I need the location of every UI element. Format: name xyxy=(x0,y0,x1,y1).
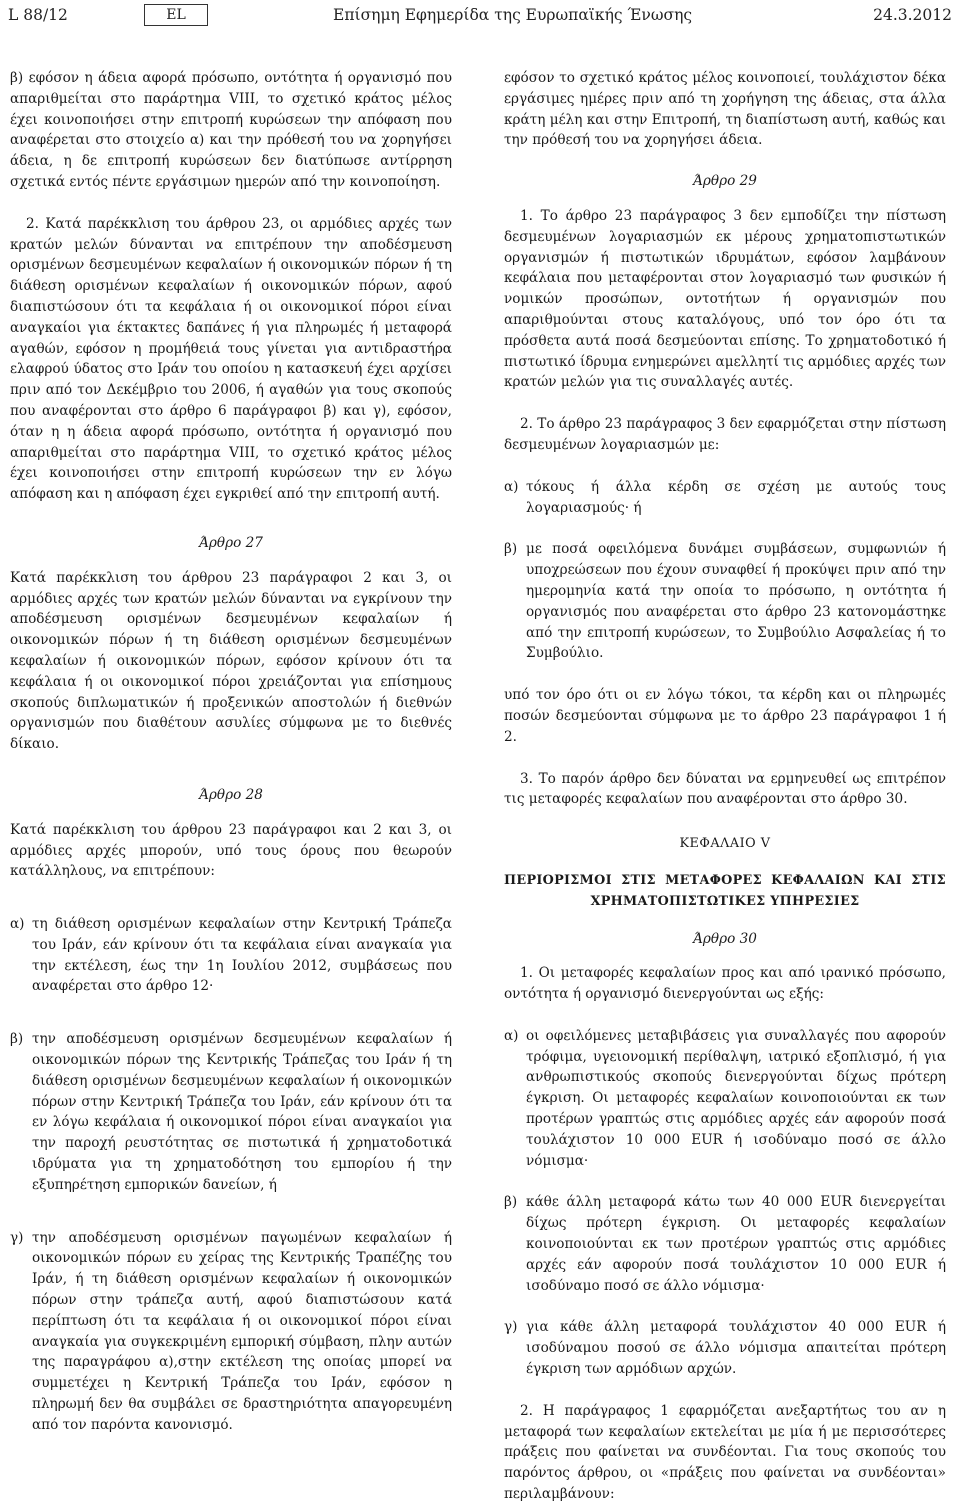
page-number: L 88/12 xyxy=(8,6,68,24)
list-item-label: β) xyxy=(504,1194,518,1211)
right-column xyxy=(504,68,946,1505)
list-item-label: α) xyxy=(504,1027,519,1044)
list-item-text: οι οφειλόμενες μεταβιβάσεις για συναλλαγές που αφορούν τρόφιμα, υγειονομική περίθαλψη, ιατρικό εξοπλισμό, ή για ανθρωπιστικούς σκοπούς διενεργούνται δίχως πρότερη έγκριση. Οι μεταφορές κεφαλαίων κοινοποιούνται εκ των προτέρων γραπτώς στις αρμόδιες αρχές εάν αφορούν ποσά τουλάχιστον 10 000 EUR ή ισοδύναμο ποσό σε άλλο νόμισμα· xyxy=(526,1027,946,1169)
page-header xyxy=(8,4,952,30)
list-item xyxy=(504,1317,946,1379)
paragraph: 1. Το άρθρο 23 παράγραφος 3 δεν εμποδίζει την πίστωση δεσμευμένων λογαριασμών εκ μέρους χρηματοπιστωτικών οργανισμών ή πιστωτικών ιδρυμάτων, εφόσον λαμβάνουν κεφάλαια που μεταφέρονται στον λογαριασμό των φυσικών ή νομικών προσώπων, οντοτήτων ή οργανισμών που απαριθμούνται στους καταλόγους, υπό τον όρο ότι τα πρόσθετα αυτά ποσά δεσμεύονται επίσης. Το χρηματοδοτικό ή πιστωτικό ίδρυμα ενημερώνει αμελλητί τις αρμόδιες αρχές των κρατών μελών για τις συναλλαγές αυτές. xyxy=(504,207,946,391)
paragraph: 2. Κατά παρέκκλιση του άρθρου 23, οι αρμόδιες αρχές των κρατών μελών δύνανται να επιτρέπουν την αποδέσμευση ορισμένων δεσμευμένων κεφαλαίων ή οικονομικών πόρων ή τη διάθεση ορισμένων κεφαλαίων ή οικονομικών πόρων, αφού διαπιστώσουν ότι τα κεφάλαια ή οι οικονομικοί πόροι είναι αναγκαίοι για έκτακτες δαπάνες ή για πληρωμές ή μεταφορά αγαθών, εφόσον η προμήθειά τους γίνεται για αντιδραστήρα ελαφρού ύδατος στο Ιράν του οποίου η κατασκευή έχει αρχίσει πριν από τον Δεκέμβριο του 2006, ή αγαθών για τους σκοπούς που αναφέρονται στο άρθρο 6 παράγραφοι β) και γ), εφόσον, όταν η η άδεια αφορά πρόσωπο, οντότητα ή οργανισμό που απαριθμείται στο παράρτημα VIII, το σχετικό κράτος μέλος έχει κοινοποιήσει στην επιτροπή κυρώσεων την εν λόγω απόφαση και η απόφαση έχει εγκριθεί από την επιτροπή αυτή. xyxy=(10,215,452,503)
paragraph: 1. Οι μεταφορές κεφαλαίων προς και από ιρανικό πρόσωπο, οντότητα ή οργανισμό διενεργούνται ως εξής: xyxy=(504,965,946,1003)
paragraph: 2. Το άρθρο 23 παράγραφος 3 δεν εφαρμόζεται στην πίστωση δεσμευμένων λογαριασμών με: xyxy=(504,416,946,453)
paragraph: 3. Το παρόν άρθρο δεν δύναται να ερμηνευθεί ως επιτρέπον τις μεταφορές κεφαλαίων που αναφέρονται στο άρθρο 30. xyxy=(504,770,946,808)
list-item xyxy=(504,1026,946,1172)
paragraph: Κατά παρέκκλιση του άρθρου 23 παράγραφοι και 2 και 3, οι αρμόδιες αρχές μπορούν, υπό τους όρους που θεωρούν κατάλληλους, να επιτρέπουν: xyxy=(10,821,452,880)
paragraph: Κατά παρέκκλιση του άρθρου 23 παράγραφοι 2 και 3, οι αρμόδιες αρχές των κρατών μελών δύνανται να εγκρίνουν την αποδέσμευση ορισμένων δεσμευμένων κεφαλαίων ή οικονομικών πόρων ή τη διάθεση ορισμένων δεσμευμένων κεφαλαίων ή οικονομικών πόρων, εφόσον κρίνουν ότι τα κεφάλαια ή οι οικονομικοί πόροι χρειάζονται για επίσημους σκοπούς διπλωματικών ή προξενικών αποστολών ή διεθνών οργανισμών που διαθέτουν ασυλίες σύμφωνα με το διεθνές δίκαιο. xyxy=(10,569,452,753)
list-item-text: τη διάθεση ορισμένων κεφαλαίων στην Κεντρική Τράπεζα του Ιράν, εάν κρίνουν ότι τα κεφάλαια είναι αναγκαία για την εκτέλεση, έως την 1η Ιουλίου 2012, συμβάσεως που αναφέρεται στο άρθρο 12· xyxy=(32,916,452,995)
list-item-text: κάθε άλλη μεταφορά κάτω των 40 000 EUR διενεργείται δίχως πρότερη έγκριση. Οι μεταφορές κεφαλαίων κοινοποιούνται εκ των προτέρων γραπτώς στις αρμόδιες αρχές εάν αφορούν ποσά τουλάχιστον 10 000 EUR ή ισοδύναμο ποσό σε άλλο νόμισμα· xyxy=(526,1194,946,1294)
list-item-text: για κάθε άλλη μεταφορά τουλάχιστον 40 000 EUR ή ισοδύναμου ποσού σε άλλο νόμισμα απαιτείται πρότερη έγκριση των αρμόδιων αρχών. xyxy=(526,1319,946,1378)
issue-date: 24.3.2012 xyxy=(873,6,952,24)
article-heading: Άρθρο 28 xyxy=(199,786,263,803)
list-item xyxy=(504,1192,946,1296)
article-heading: Άρθρο 30 xyxy=(693,930,757,947)
article-heading: Άρθρο 27 xyxy=(199,534,263,551)
paragraph: εφόσον το σχετικό κράτος μέλος κοινοποιεί, τουλάχιστον δέκα εργάσιμες ημέρες πριν από τη χορήγηση της άδειας, στα άλλα κράτη μέλη και στην Επιτροπή, τη διαπίστωση αυτή, καθώς και την πρόθεσή του να χορηγήσει άδεια. xyxy=(504,70,946,149)
list-item xyxy=(504,477,946,519)
journal-title: Επίσημη Εφημερίδα της Ευρωπαϊκής Ένωσης xyxy=(333,6,693,24)
list-item xyxy=(10,1228,452,1436)
list-item-label: α) xyxy=(10,916,25,933)
list-item-label: γ) xyxy=(504,1319,518,1336)
list-item-text: τόκους ή άλλα κέρδη σε σχέση με αυτούς τους λογαριασμούς· ή xyxy=(526,478,946,516)
paragraph: 2. Η παράγραφος 1 εφαρμόζεται ανεξαρτήτως του αν η μεταφορά των κεφαλαίων εκτελείται με μία ή με περισσότερες πράξεις που φαίνεται να συνδέονται. Για τους σκοπούς του παρόντος άρθρου, οι «πράξεις που φαίνεται να συνδέονται» περιλαμβάνουν: xyxy=(504,1402,946,1503)
left-column xyxy=(10,68,452,1436)
language-badge: EL xyxy=(144,4,208,26)
list-item-text: την αποδέσμευση ορισμένων δεσμευμένων κεφαλαίων ή οικονομικών πόρων της Κεντρικής Τράπεζας του Ιράν ή τη διάθεση ορισμένων δεσμευμένων κεφαλαίων ή οικονομικών πόρων στην Κεντρική Τράπεζα του Ιράν, εάν κρίνουν ότι τα εν λόγω κεφάλαια ή οικονομικοί πόροι είναι αναγκαίοι για την παροχή ρευστότητας σε πιστωτικά ή χρηματοδοτικά ιδρύματα για τη χρηματοδότηση του εμπορίου ή την εξυπηρέτηση εμπορικών δανείων, ή xyxy=(32,1031,452,1193)
article-heading: Άρθρο 29 xyxy=(693,173,757,190)
paragraph: β) εφόσον η άδεια αφορά πρόσωπο, οντότητα ή οργανισμό που απαριθμείται στο παράρτημα VIII, το σχετικό κράτος μέλος έχει κοινοποιήσει στην επιτροπή κυρώσεων την απόφαση που αναφέρεται στο στοιχείο α) και την πρόθεσή του να χορηγήσει άδεια, η δε επιτροπή κυρώσεων δεν διατύπωσε αντίρρηση σχετικά εντός πέντε εργάσιμων ημερών από την κοινοποίηση. xyxy=(10,70,452,190)
list-item-label: β) xyxy=(504,541,518,558)
list-item-label: β) xyxy=(10,1031,24,1048)
list-item-label: γ) xyxy=(10,1229,24,1246)
list-item-text: με ποσά οφειλόμενα δυνάμει συμβάσεων, συμφωνιών ή υποχρεώσεων που έχουν συναφθεί ή προκύψει πριν από την ημερομηνία κατά την οποία το πρόσωπο, η οντότητα ή οργανισμός που αναφέρεται στο άρθρο 23 κατονομάστηκε από την επιτροπή κυρώσεων, το Συμβούλιο Ασφαλείας ή το Συμβούλιο. xyxy=(526,541,946,662)
list-item xyxy=(10,914,452,997)
paragraph: υπό τον όρο ότι οι εν λόγω τόκοι, τα κέρδη και οι πληρωμές ποσών δεσμεύονται σύμφωνα με το άρθρο 23 παράγραφοι 1 ή 2. xyxy=(504,687,946,745)
chapter-number: ΚΕΦΑΛΑΙΟ V xyxy=(679,836,771,852)
list-item-label: α) xyxy=(504,478,519,495)
chapter-title: ΠΕΡΙΟΡΙΣΜΟΙ ΣΤΙΣ ΜΕΤΑΦΟΡΕΣ ΚΕΦΑΛΑΙΩΝ ΚΑΙ ΣΤΙΣ ΧΡΗΜΑΤΟΠΙΣΤΩΤΙΚΕΣ ΥΠΗΡΕΣΙΕΣ xyxy=(504,872,946,909)
list-item xyxy=(504,539,946,664)
list-item xyxy=(10,1029,452,1195)
list-item-text: την αποδέσμευση ορισμένων παγωμένων κεφαλαίων ή οικονομικών πόρων ευ χείρας της Κεντρικής Τραπέζης του Ιράν, ή τη διάθεση ορισμένων κεφαλαίων ή οικονομικών πόρων στην τράπεζα αυτή, αφού διαπιστώσουν κατά περίπτωση ότι τα κεφάλαια ή οι οικονομικοί πόροι είναι αναγκαία για συγκεκριμένη εμπορική σύμβαση, πλην αυτών της παραγράφου α),στην εκτέλεση της οποίας μπορεί να συμμετέχει η Κεντρική Τράπεζα του Ιράν, εφόσον η πληρωμή δεν θα συμβάλει σε δραστηριότητα απαγορευμένη από τον παρόντα κανονισμό. xyxy=(32,1229,452,1433)
